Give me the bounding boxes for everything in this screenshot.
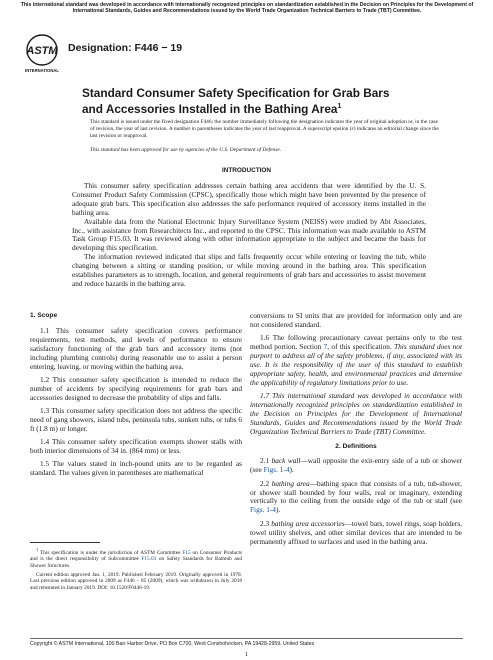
section-1-5: 1.5 The values stated in inch-pound units are to be regarded as standard. The values given in parentheses are mathematical (30, 459, 242, 478)
section-1-2: 1.2 This consumer safety specification is intended to reduce the number of accidents by specifying requirements for grab bars and accessories designed to decrease the probability of slips and falls. (30, 374, 242, 402)
issuance-note: This standard is issued under the fixed designation F446; the number immediately following the designation indicates the year of original adoption or, in the case of revision, the year of last revision. A number in parentheses indicates the year of last reapproval. A superscript epsilon (ε) indicates an editorial change since the last revision or reapproval. (90, 119, 439, 139)
introduction-heading: INTRODUCTION (222, 167, 271, 174)
left-column (30, 312, 242, 482)
footnote-text-c: on Safety Standards for Bathtub and Shower Structures. (30, 556, 242, 569)
section-1-6-text-b: , of this specification. (327, 342, 395, 352)
footnote-text: This specification is under the jurisdiction of ASTM Committee (38, 549, 183, 556)
page-number: 1 (244, 651, 249, 658)
def-term: bathing area accessories (271, 518, 345, 528)
footnote-divider (30, 542, 100, 543)
def-number: 2.2 (260, 478, 272, 488)
intro-paragraph: This consumer safety specification addresses certain bathing area accidents that were identified by the U. S. Consumer Product Safety Commission (CPSC), specifically those which might have been prevented by the presence of adequate grab bars. This specification also addresses the safe performance required of accessory items installed in the bathing area. (72, 181, 426, 217)
def-number: 2.1 (260, 456, 272, 466)
def-text: —wall opposite the exit-entry side of a tub or shower (see (250, 456, 462, 475)
def-end: ). (275, 505, 281, 515)
section-1-1: 1.1 This consumer safety specification covers performance requirements, test methods, and levels of performance to ensure satisfactory functioning of the grab bars and accessory items (not including plumbing controls) during reasonable use to assist a person entering, leaving, or moving within the bathing area. (30, 325, 242, 371)
figs-link[interactable]: Figs. 1-4 (250, 505, 276, 515)
section-2-1 (250, 457, 462, 475)
subcommittee-link[interactable]: F15.03 (141, 556, 157, 563)
document-title (82, 86, 412, 116)
section-1-4: 1.4 This consumer safety specification exempts shower stalls with both interior dimensions of 34 in. (864 mm) or less. (30, 437, 242, 455)
section-1-5-continued: conversions to SI units that are provided for information only and are not considered standard. (250, 311, 462, 329)
dod-approval-note: This standard has been approved for use by agencies of the U.S. Department of Defense. (90, 147, 282, 153)
introduction (72, 182, 426, 289)
section-1-3: 1.3 This consumer safety specification does not address the specific need of gang showers, island tubs, peninsula tubs, sunken tubs, or tubs 6 ft (1.8 m) or longer. (30, 405, 242, 433)
right-column (250, 312, 462, 551)
section-1-6-text: 1.6 The following precautionary caveat pertains only to the test method portion, Section (250, 333, 462, 352)
section-2-2 (250, 480, 462, 516)
def-end: ). (289, 465, 294, 475)
title-footnote-ref[interactable]: 1 (337, 103, 342, 110)
svg-text:ASTM: ASTM (26, 45, 58, 57)
definitions-heading: 2. Definitions (335, 442, 377, 450)
tbt-notice: This international standard was developed in accordance with internationally recognized principles on standardization established in the Decision on Principles for the Development of International Standards, Guides and Recommendations issued by the World Trade Organization Technical Barriers to Trade (TBT) Committee. (20, 2, 474, 15)
intro-paragraph: Available data from the National Electronic Injury Surveillance System (NEISS) were studied by Abt Associates, Inc., with assistance from Researchitects Inc., and reported to the CPSC. This information was made available to ASTM Task Group F15.03. It was reviewed along with other information appropriate to the subject and became the basis for developing this specification. (72, 216, 426, 253)
section-1-7: 1.7 This international standard was developed in accordance with internationally recognized principles on standardization established in the Decision on Principles for the Development of International Standards, Guides and Recommendations issued by the World Trade Organization Technical Barriers to Trade (TBT) Committee. (250, 391, 462, 436)
footnote-1 (30, 547, 242, 570)
svg-text:INTERNATIONAL: INTERNATIONAL (25, 68, 59, 73)
figs-link[interactable]: Figs. 1-4 (263, 465, 290, 475)
intro-paragraph: The information reviewed indicated that slips and falls frequently occur while entering or leaving the tub, while changing between a sitting or standing position, or while moving around in the bathing area. This specification establishes parameters as to strength, location, and general requirements of grab bars and accessories to assist movement and reduce hazards in the bathing area. (72, 252, 426, 288)
section-1-6 (250, 334, 462, 387)
def-number: 2.3 (260, 518, 272, 528)
safety-caveat: This standard does not purport to address all of the safety problems, if any, associated with its use. It is the responsibility of the user of this standard to establish appropriate safety, health, and environmental practices and determine the applicability of regulatory limitations prior to use. (250, 342, 462, 387)
section-7-link[interactable]: 7 (323, 342, 328, 352)
astm-logo-icon (24, 34, 60, 74)
def-text: —towel bars, towel rings, soap holders, towel utility shelves, and other similar devices that are intended to be permanently affixed to surfaces and used in the bathing area. (250, 518, 462, 546)
footnote-marker: 1 (36, 547, 39, 552)
scope-heading: 1. Scope (30, 312, 58, 319)
footnotes (30, 547, 242, 593)
def-text: —bathing space that consists of a tub, tub-shower, or shower stall bounded by four walls, real or imaginary, extending vertically to the ceiling from the outside edge of the tub or stall (see (250, 478, 462, 506)
designation: Designation: F446 − 19 (68, 42, 183, 54)
def-term: bathing area (271, 478, 310, 488)
committee-link[interactable]: F15 (182, 549, 191, 556)
footnote-edition: Current edition approved Jan. 1, 2019. Published February 2019. Originally approved in 1978. Last previous edition approved in 2009 as F446 – 85 (2009), which was withdrawn in July 2018 and reinstated in January 2019. DOI: 10.1520/F0446-19. (30, 571, 242, 591)
title-text: Standard Consumer Safety Specification for Grab Bars and Accessories Installed in the Bathing Area (82, 86, 390, 116)
def-term: back wall (271, 456, 301, 466)
footnote-text-b: on Consumer Products and is the direct responsibility of Subcommittee (30, 549, 242, 563)
copyright: Copyright © ASTM International, 100 Barr Harbor Drive, PO Box C700, West Conshohocken, PA 19428-2959. United States (30, 641, 315, 647)
footer-divider (30, 638, 463, 639)
section-2-3 (250, 520, 462, 547)
